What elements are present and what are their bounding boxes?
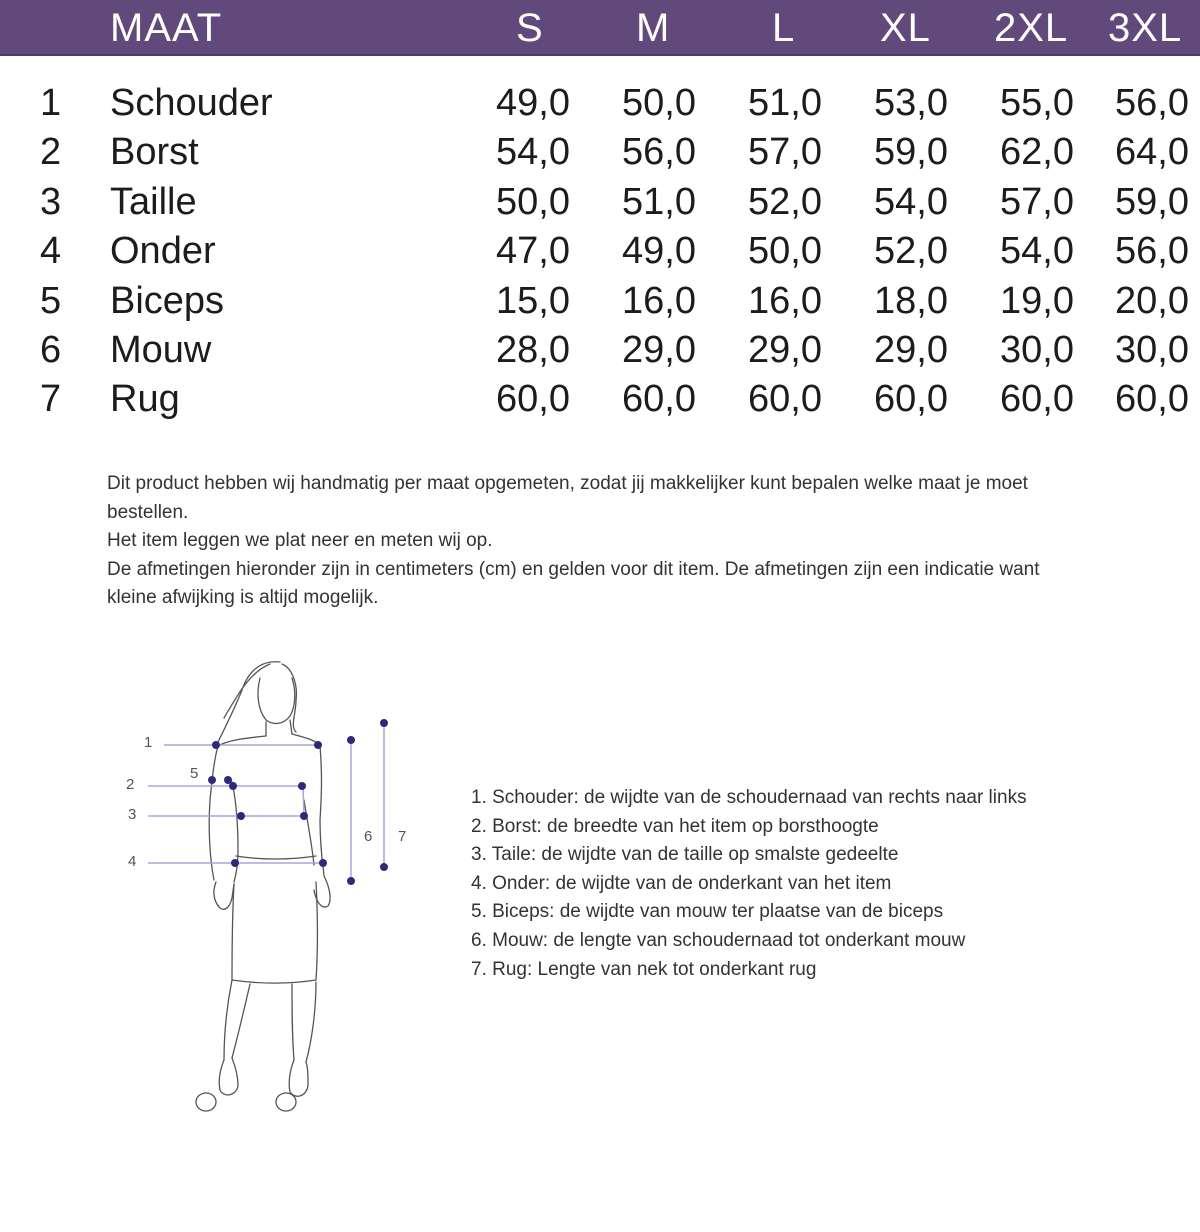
legend-item: 6. Mouw: de lengte van schoudernaad tot onderkant mouw	[471, 929, 966, 951]
size-2xl: 2XL	[994, 6, 1069, 50]
size-xl: XL	[880, 6, 931, 50]
cell-3xl: 59,0	[1115, 181, 1189, 223]
intro-line: De afmetingen hieronder zijn in centimeters (cm) en gelden voor dit item. De afmetingen zijn een indicatie want kleine afwijking is altijd mogelijk.	[107, 558, 1040, 609]
cell-3xl: 56,0	[1115, 230, 1189, 272]
cell-2xl: 30,0	[1000, 329, 1074, 371]
cell-2xl: 19,0	[1000, 280, 1074, 322]
cell-2xl: 55,0	[1000, 82, 1074, 124]
cell-m: 56,0	[622, 131, 696, 173]
cell-3xl: 56,0	[1115, 82, 1189, 124]
cell-xl: 29,0	[874, 329, 948, 371]
cell-xl: 53,0	[874, 82, 948, 124]
measurement-figure	[120, 650, 440, 1120]
cell-2xl: 62,0	[1000, 131, 1074, 173]
cell-m: 60,0	[622, 378, 696, 420]
cell-l: 51,0	[748, 82, 822, 124]
marker-label-3: 3	[128, 806, 137, 823]
row-number: 5	[40, 280, 62, 322]
marker-label-2: 2	[126, 776, 135, 793]
cell-2xl: 60,0	[1000, 378, 1074, 420]
row-name: Onder	[110, 230, 216, 272]
row-name: Rug	[110, 378, 180, 420]
woman-silhouette-icon	[120, 650, 440, 1120]
measurement-legend	[471, 784, 1071, 984]
cell-2xl: 57,0	[1000, 181, 1074, 223]
row-number: 3	[40, 181, 62, 223]
cell-s: 60,0	[496, 378, 570, 420]
marker-label-1: 1	[144, 734, 153, 751]
intro-line: Het item leggen we plat neer en meten wij op.	[107, 530, 493, 552]
size-s: S	[516, 6, 544, 50]
table-row	[0, 178, 1200, 227]
size-3xl: 3XL	[1108, 6, 1183, 50]
cell-l: 52,0	[748, 181, 822, 223]
cell-xl: 54,0	[874, 181, 948, 223]
intro-line: Dit product hebben wij handmatig per maat opgemeten, zodat jij makkelijker kunt bepalen welke maat je moet bestellen.	[107, 473, 1028, 523]
cell-s: 15,0	[496, 280, 570, 322]
cell-xl: 52,0	[874, 230, 948, 272]
table-row	[0, 277, 1200, 326]
header-label: MAAT	[110, 6, 223, 50]
cell-m: 49,0	[622, 230, 696, 272]
row-number: 2	[40, 131, 62, 173]
row-name: Biceps	[110, 280, 225, 322]
cell-3xl: 60,0	[1115, 378, 1189, 420]
marker-label-5: 5	[190, 765, 199, 782]
legend-item: 5. Biceps: de wijdte van mouw ter plaatse van de biceps	[471, 901, 944, 923]
cell-l: 16,0	[748, 280, 822, 322]
cell-s: 50,0	[496, 181, 570, 223]
table-row	[0, 128, 1200, 177]
row-number: 6	[40, 329, 62, 371]
cell-m: 50,0	[622, 82, 696, 124]
row-number: 4	[40, 230, 62, 272]
legend-item: 7. Rug: Lengte van nek tot onderkant rug	[471, 958, 817, 980]
intro-text	[107, 470, 1047, 613]
cell-2xl: 54,0	[1000, 230, 1074, 272]
marker-label-4: 4	[128, 853, 137, 870]
legend-item: 4. Onder: de wijdte van de onderkant van het item	[471, 872, 892, 894]
row-name: Schouder	[110, 82, 273, 124]
marker-label-7: 7	[398, 828, 407, 845]
cell-l: 29,0	[748, 329, 822, 371]
row-number: 7	[40, 378, 62, 420]
row-number: 1	[40, 82, 62, 124]
cell-xl: 60,0	[874, 378, 948, 420]
row-name: Mouw	[110, 329, 212, 371]
legend-item: 1. Schouder: de wijdte van de schoudernaad van rechts naar links	[471, 787, 1027, 808]
size-header	[0, 0, 1200, 56]
marker-label-6: 6	[364, 828, 373, 845]
row-name: Taille	[110, 181, 197, 223]
legend-item: 3. Taile: de wijdte van de taille op smalste gedeelte	[471, 844, 899, 866]
legend-item: 2. Borst: de breedte van het item op borsthoogte	[471, 815, 879, 837]
cell-xl: 18,0	[874, 280, 948, 322]
size-m: M	[636, 6, 671, 50]
cell-s: 47,0	[496, 230, 570, 272]
cell-s: 49,0	[496, 82, 570, 124]
table-row	[0, 79, 1200, 128]
size-l: L	[772, 6, 796, 50]
cell-m: 51,0	[622, 181, 696, 223]
cell-l: 50,0	[748, 230, 822, 272]
cell-l: 57,0	[748, 131, 822, 173]
cell-s: 28,0	[496, 329, 570, 371]
table-row	[0, 227, 1200, 276]
cell-l: 60,0	[748, 378, 822, 420]
cell-m: 29,0	[622, 329, 696, 371]
cell-m: 16,0	[622, 280, 696, 322]
cell-xl: 59,0	[874, 131, 948, 173]
cell-3xl: 20,0	[1115, 280, 1189, 322]
table-row	[0, 375, 1200, 424]
row-name: Borst	[110, 131, 199, 173]
cell-3xl: 30,0	[1115, 329, 1189, 371]
cell-s: 54,0	[496, 131, 570, 173]
table-row	[0, 326, 1200, 375]
cell-3xl: 64,0	[1115, 131, 1189, 173]
